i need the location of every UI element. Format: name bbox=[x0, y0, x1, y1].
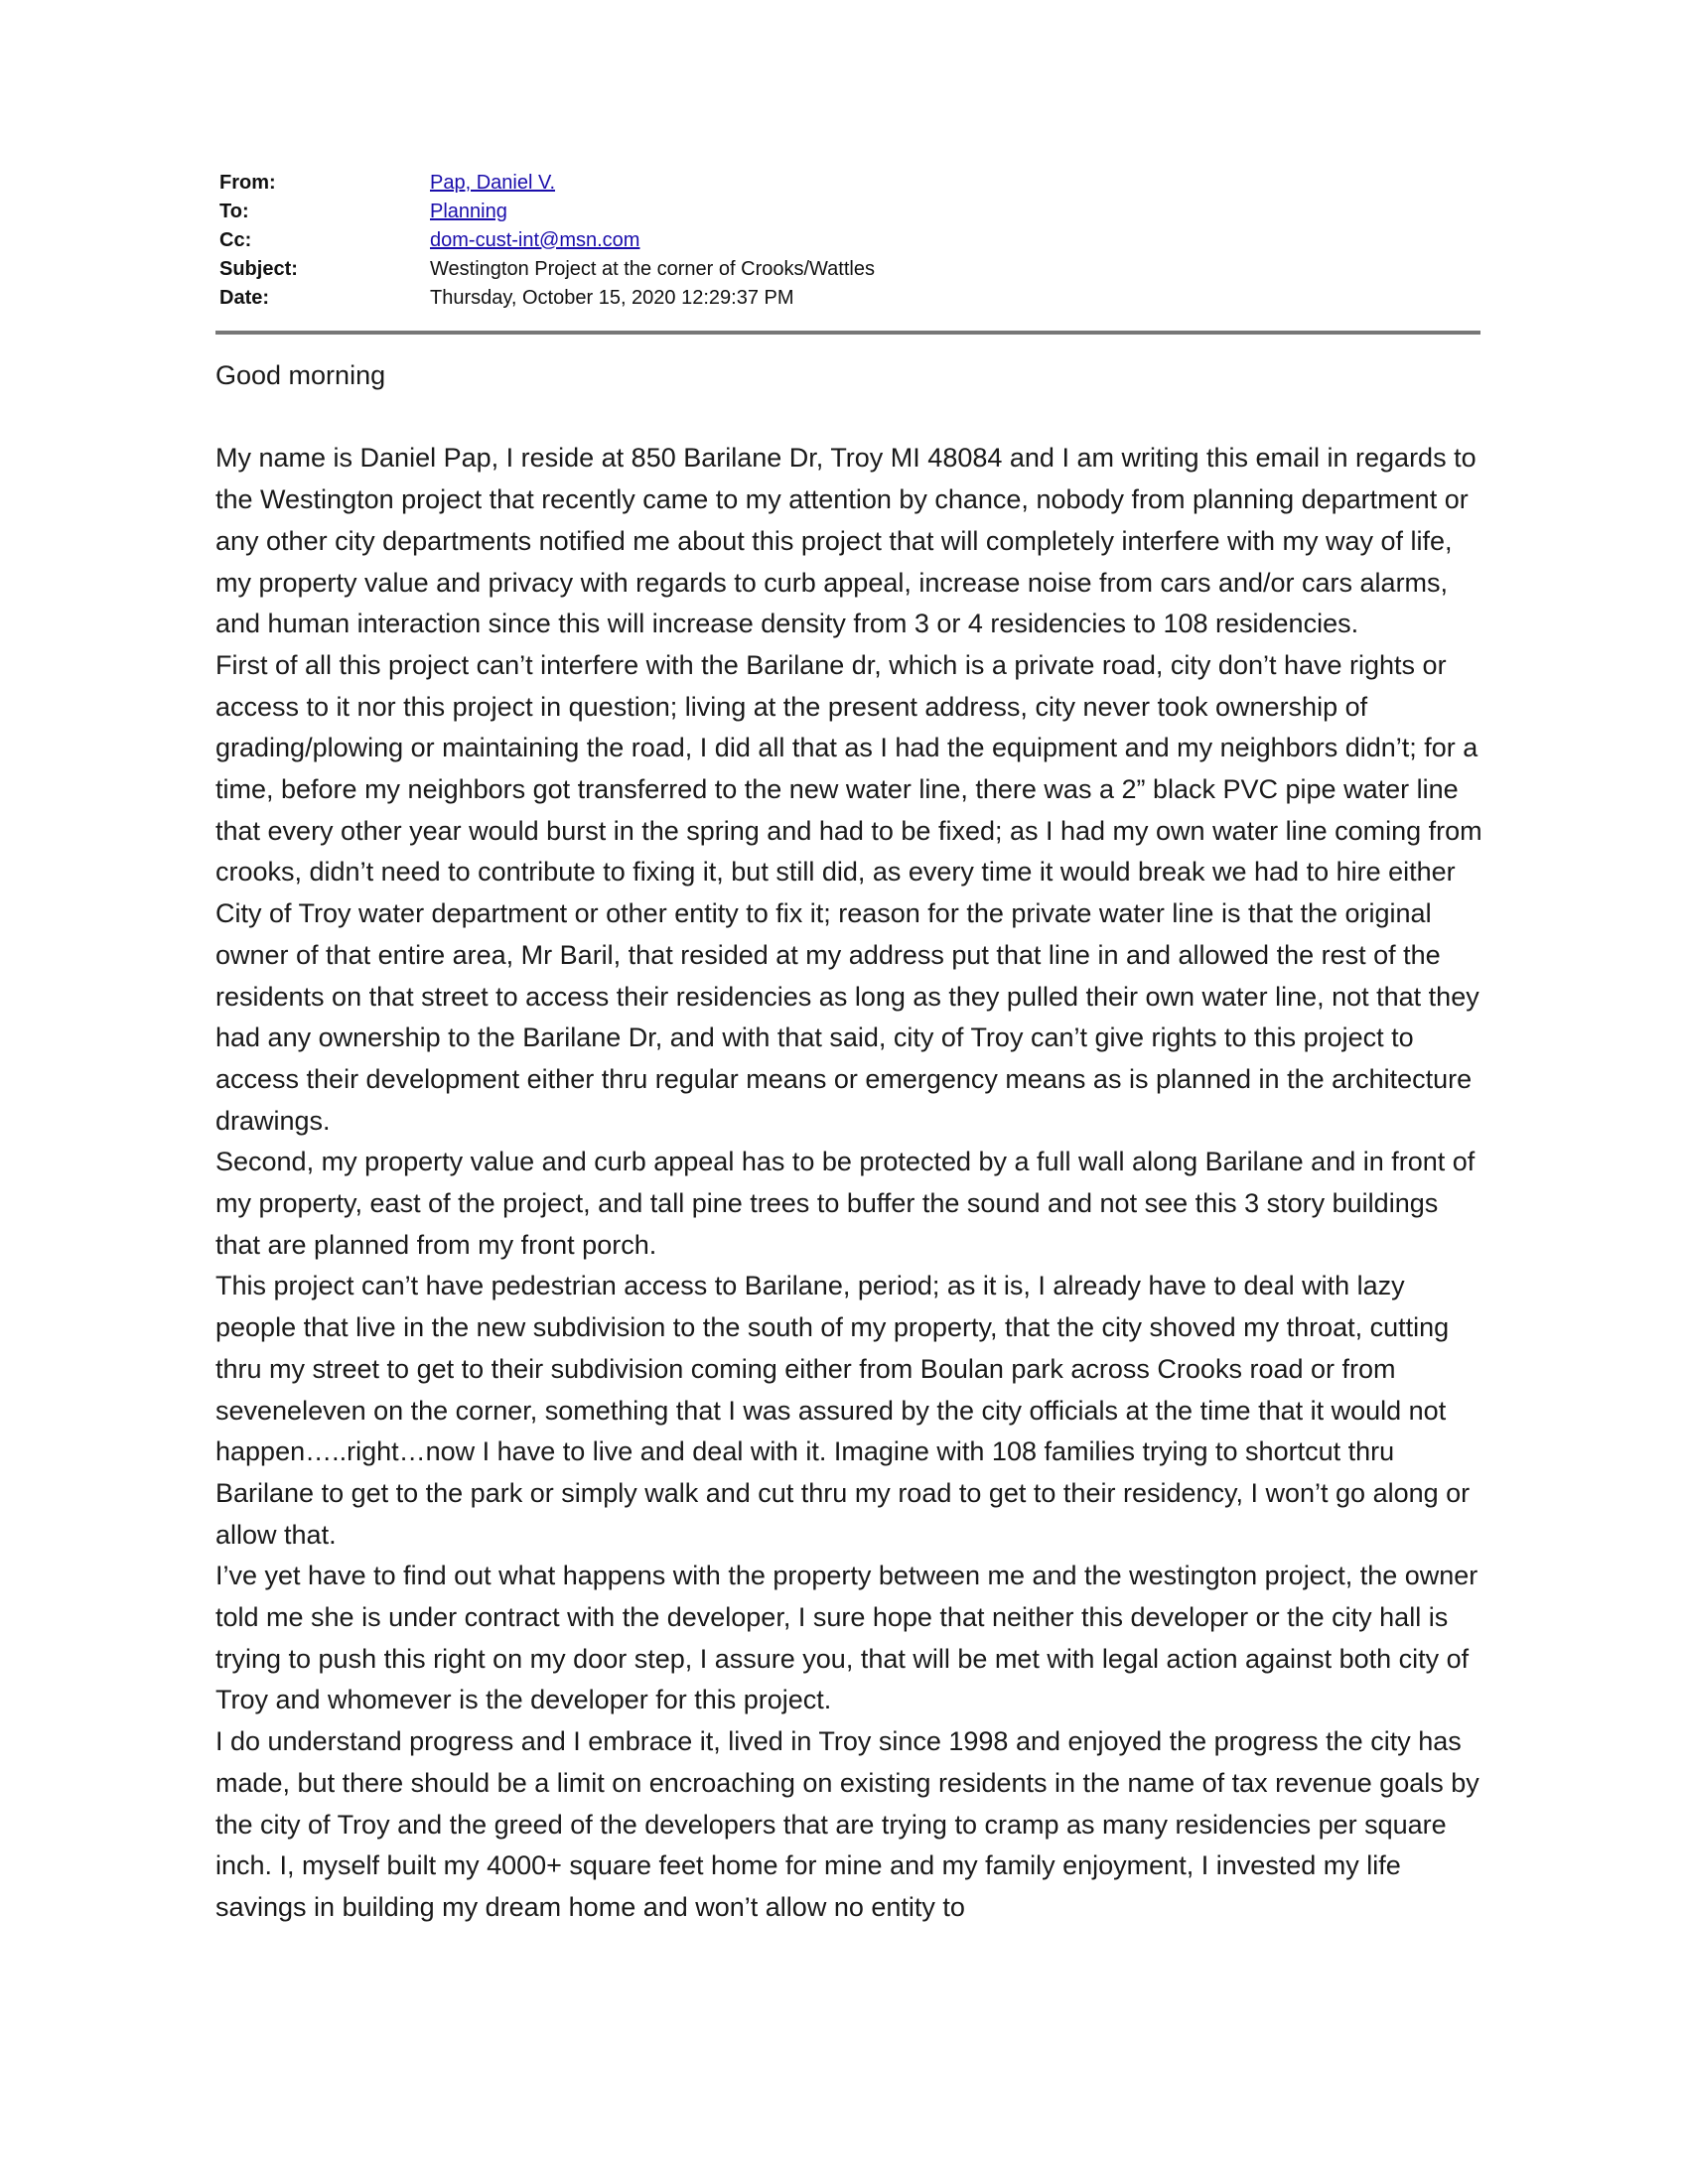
subject-label: Subject: bbox=[219, 258, 298, 280]
cc-label: Cc: bbox=[219, 229, 252, 251]
body-paragraph-2: First of all this project can’t interfere with the Barilane dr, which is a private road, city don’t have rights or access to it nor this project in question; living at the present address, city never took ownership of grading/plowing or maintaining the road, I did all that as I had the equipment and my neighbors didn’t; for a time, before my neighbors got transferred to the new water line, there was a 2” black PVC pipe water line that every other year would burst in the spring and had to be fixed; as I had my own water line coming from crooks, didn’t need to contribute to fixing it, but still did, as every time it would break we had to hire either City of Troy water department or other entity to fix it; reason for the private water line is that the original owner of that entire area, Mr Baril, that resided at my address put that line in and allowed the rest of the residents on that street to access their residencies as long as they pulled their own water line, not that they had any ownership to the Barilane Dr, and with that said, city of Troy can’t give rights to this project to access their development either thru regular means or emergency means as is planned in the architecture drawings. bbox=[215, 649, 1482, 1136]
email-body bbox=[215, 355, 1488, 1929]
to-label: To: bbox=[219, 201, 249, 222]
subject-row bbox=[219, 255, 1480, 284]
from-label: From: bbox=[219, 172, 276, 194]
cc-row bbox=[219, 226, 1480, 255]
date-value: Thursday, October 15, 2020 12:29:37 PM bbox=[430, 287, 794, 309]
cc-link[interactable]: dom-cust-int@msn.com bbox=[430, 229, 640, 251]
body-paragraph-5: I’ve yet have to find out what happens with the property between me and the westington project, the owner told me she is under contract with the developer, I sure hope that neither this developer or the city hall is trying to push this right on my door step, I assure you, that will be met with legal action against both city of Troy and whomever is the developer for this project. bbox=[215, 1561, 1478, 1715]
date-label: Date: bbox=[219, 287, 270, 309]
body-paragraph-4: This project can’t have pedestrian access to Barilane, period; as it is, I already have to deal with lazy people that live in the new subdivision to the south of my property, that the city shoved my throat, cutting thru my street to get to their subdivision coming either from Boulan park across Crooks road or from seveneleven on the corner, something that I was assured by the city officials at the time that it would not happen…..right…now I have to live and deal with it. Imagine with 108 families trying to shortcut thru Barilane to get to the park or simply walk and cut thru my road to get to their residency, I won’t go along or allow that. bbox=[215, 1271, 1471, 1550]
body-paragraph-1: My name is Daniel Pap, I reside at 850 Barilane Dr, Troy MI 48084 and I am writing this email in regards to the Westington project that recently came to my attention by chance, nobody from planning department or any other city departments notified me about this project that will completely interfere with my way of life, my property value and privacy with regards to curb appeal, increase noise from cars and/or cars alarms, and human interaction since this will increase density from 3 or 4 residencies to 108 residencies. bbox=[215, 443, 1477, 639]
to-row bbox=[219, 198, 1480, 226]
from-link[interactable]: Pap, Daniel V. bbox=[430, 172, 556, 194]
email-header bbox=[219, 169, 1480, 313]
subject-value: Westington Project at the corner of Crooks/Wattles bbox=[430, 258, 875, 280]
body-paragraph-3: Second, my property value and curb appeal has to be protected by a full wall along Barilane and in front of my property, east of the project, and tall pine trees to buffer the sound and not see this 3 story buildings that are planned from my front porch. bbox=[215, 1147, 1476, 1260]
greeting: Good morning bbox=[215, 360, 386, 390]
header-divider bbox=[215, 331, 1480, 335]
to-link[interactable]: Planning bbox=[430, 201, 507, 222]
date-row bbox=[219, 284, 1480, 313]
from-row bbox=[219, 169, 1480, 198]
body-paragraph-6: I do understand progress and I embrace it, lived in Troy since 1998 and enjoyed the progress the city has made, but there should be a limit on encroaching on existing residents in the name of tax revenue goals by the city of Troy and the greed of the developers that are trying to cramp as many residencies per square inch. I, myself built my 4000+ square feet home for mine and my family enjoyment, I invested my life savings in building my dream home and won’t allow no entity to bbox=[215, 1726, 1479, 1922]
